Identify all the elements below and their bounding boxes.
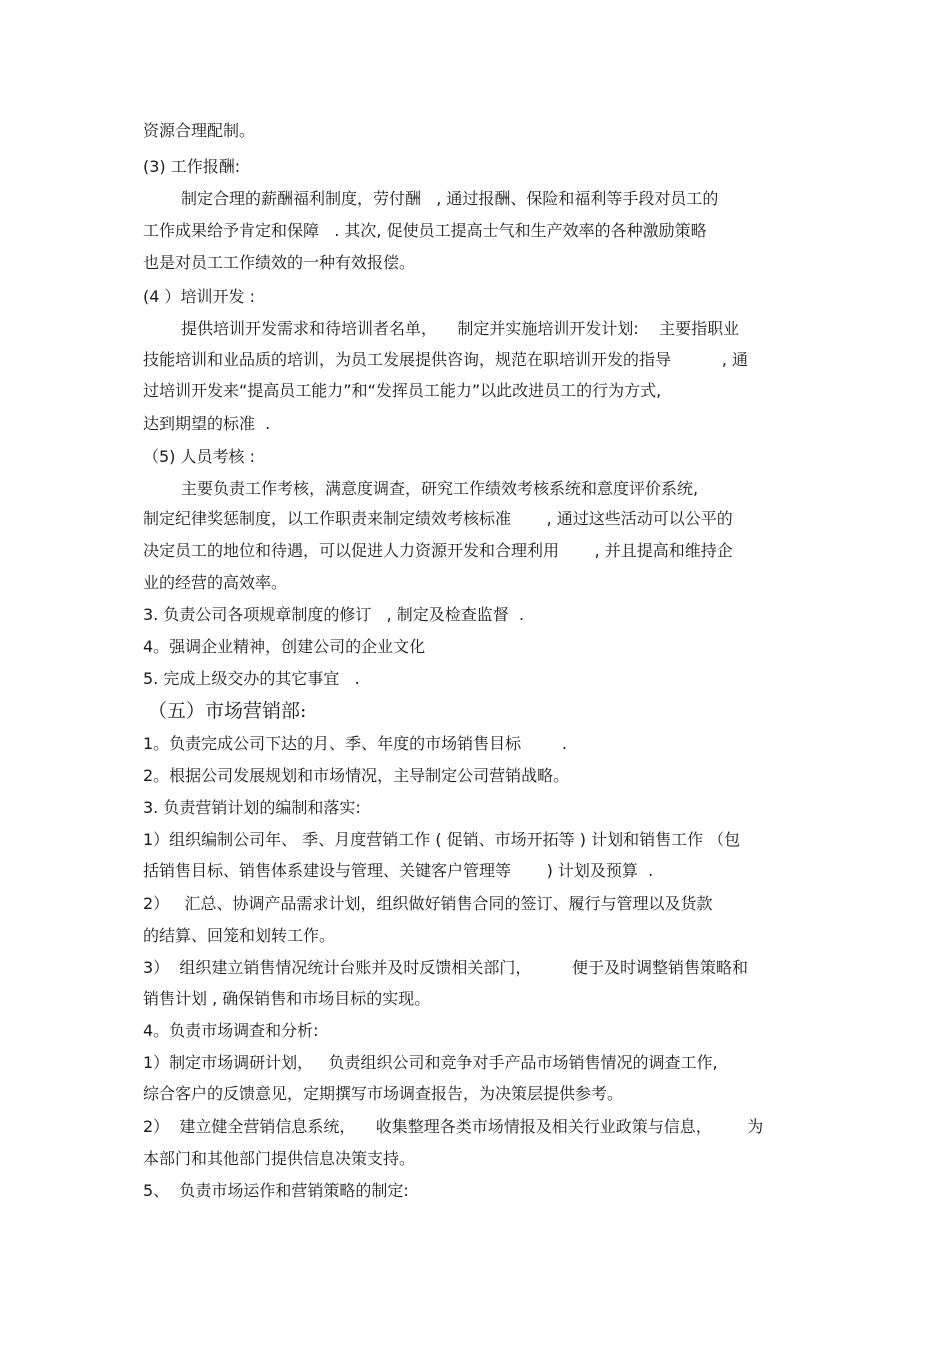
- text-line: 销售计划 , 确保销售和市场目标的实现。: [143, 989, 431, 1008]
- text-line: 综合客户的反馈意见，定期撰写市场调查报告，为决策层提供参考。: [143, 1084, 624, 1103]
- text-line: 括销售目标、销售体系建设与管理、关键客户管理等 ) 计划及预算 .: [143, 861, 654, 880]
- text-line: 提供培训开发需求和待培训者名单， 制定并实施培训开发计划: 主要指职业: [181, 319, 740, 338]
- text-line: 资源合理配制。: [143, 121, 256, 140]
- text-line: 技能培训和业品质的培训，为员工发展提供咨询，规范在职培训开发的指导 , 通: [143, 350, 749, 369]
- list-item: 4。负责市场调查和分析:: [143, 1021, 319, 1040]
- text-line: 达到期望的标准 .: [143, 414, 271, 433]
- list-item: 2） 汇总、协调产品需求计划，组织做好销售合同的签订、履行与管理以及货款: [143, 894, 713, 913]
- text-line: 决定员工的地位和待遇，可以促进人力资源开发和合理利用 , 并且提高和维持企: [143, 541, 733, 560]
- text-line: 工作成果给予肯定和保障 . 其次, 促使员工提高士气和生产效率的各种激励策略: [143, 221, 707, 240]
- section-heading: (4 ）培训开发 :: [143, 287, 255, 306]
- section-heading: (3) 工作报酬:: [143, 157, 241, 176]
- list-item: 3） 组织建立销售情况统计台账并及时反馈相关部门， 便于及时调整销售策略和: [143, 958, 749, 977]
- list-item: 5、 负责市场运作和营销策略的制定:: [143, 1181, 409, 1200]
- text-line: 业的经营的高效率。: [143, 573, 288, 592]
- list-item: 3. 负责公司各项规章制度的修订 , 制定及检查监督 .: [143, 605, 525, 624]
- text-line: 也是对员工工作绩效的一种有效报偿。: [143, 253, 416, 272]
- list-item: 1）组织编制公司年、 季、月度营销工作 ( 促销、市场开拓等 ) 计划和销售工作 （包: [143, 830, 741, 849]
- text-line: 制定合理的薪酬福利制度，劳付酬 , 通过报酬、保险和福利等手段对员工的: [181, 189, 719, 208]
- list-item: 4。强调企业精神，创建公司的企业文化: [143, 637, 426, 656]
- text-line: 的结算、回笼和划转工作。: [143, 926, 336, 945]
- text-line: 制定纪律奖惩制度，以工作职责来制定绩效考核标准 , 通过这些活动可以公平的: [143, 509, 733, 528]
- section-title: （五）市场营销部:: [148, 700, 307, 722]
- text-line: 本部门和其他部门提供信息决策支持。: [143, 1149, 416, 1168]
- list-item: 1。负责完成公司下达的月、季、年度的市场销售目标 .: [143, 734, 567, 753]
- list-item: 3. 负责营销计划的编制和落实:: [143, 798, 361, 817]
- text-line: 过培训开发来“提高员工能力”和“发挥员工能力”以此改进员工的行为方式,: [143, 381, 662, 400]
- list-item: 1）制定市场调研计划， 负责组织公司和竞争对手产品市场销售情况的调查工作,: [143, 1053, 718, 1072]
- list-item: 2） 建立健全营销信息系统， 收集整理各类市场情报及相关行业政策与信息， 为: [143, 1117, 764, 1136]
- list-item: 2。根据公司发展规划和市场情况，主导制定公司营销战略。: [143, 766, 570, 785]
- text-line: 主要负责工作考核，满意度调查，研究工作绩效考核系统和意度评价系统,: [181, 479, 699, 498]
- list-item: 5. 完成上级交办的其它事宜 .: [143, 669, 360, 688]
- section-heading: （5) 人员考核 :: [143, 447, 255, 466]
